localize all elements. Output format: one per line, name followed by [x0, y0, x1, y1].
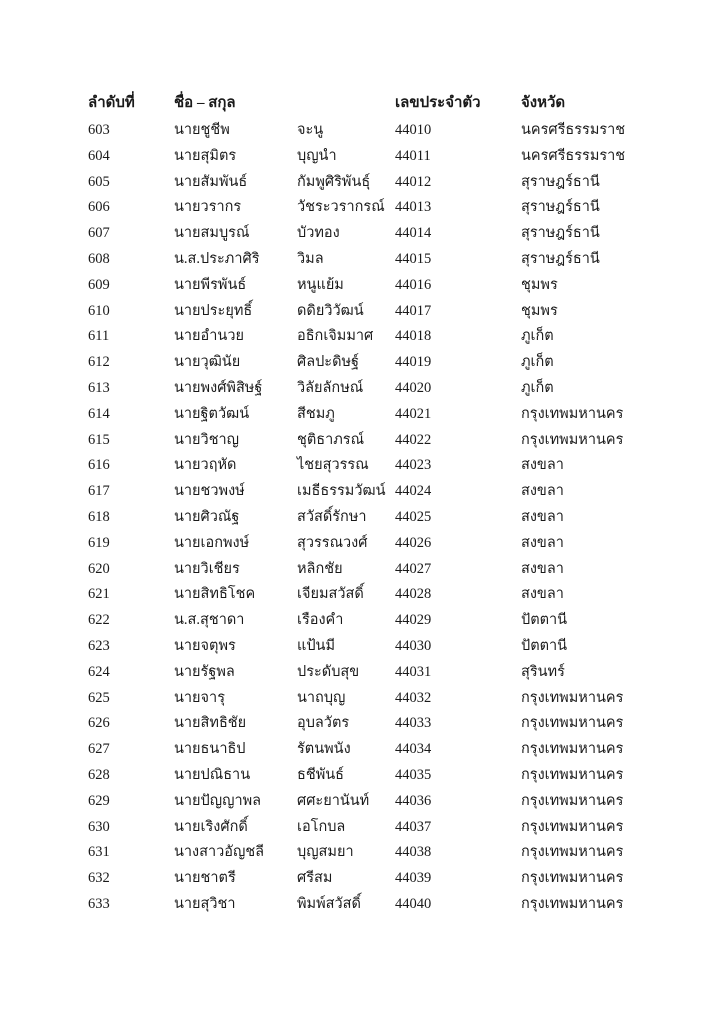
- row-province: สุรินทร์: [521, 663, 565, 680]
- table-row: [0, 172, 724, 198]
- row-seq: 604: [88, 147, 110, 164]
- row-seq: 633: [88, 896, 110, 912]
- row-first-name: นายจารุ: [174, 689, 225, 706]
- table-row: [0, 791, 724, 817]
- table-row: [0, 301, 724, 327]
- row-seq: 630: [88, 818, 110, 835]
- table-row: [0, 481, 724, 507]
- row-id: 44037: [395, 818, 432, 835]
- row-province: สุราษฎร์ธานี: [521, 199, 600, 216]
- row-id: 44035: [395, 767, 432, 783]
- row-first-name: น.ส.ประภาศิริ: [174, 251, 260, 267]
- row-first-name: นางสาวอัญชลี: [174, 844, 265, 861]
- row-province: กรุงเทพมหานคร: [521, 715, 624, 732]
- row-province: กรุงเทพมหานคร: [521, 870, 624, 887]
- row-id: 44025: [395, 509, 432, 525]
- table-row: [0, 584, 724, 610]
- table-row: [0, 249, 724, 275]
- table-row: [0, 533, 724, 559]
- row-last-name: สุวรรณวงศ์: [297, 534, 368, 551]
- row-seq: 615: [88, 431, 110, 448]
- row-last-name: เอโกบล: [297, 818, 346, 835]
- row-seq: 609: [88, 276, 110, 293]
- row-seq: 608: [88, 251, 110, 267]
- row-province: สงขลา: [521, 457, 564, 474]
- row-id: 44028: [395, 586, 432, 603]
- row-province: สงขลา: [521, 483, 564, 500]
- row-seq: 623: [88, 638, 110, 654]
- row-last-name: ศศะยานันท์: [297, 792, 370, 809]
- row-first-name: นายชวพงษ์: [174, 483, 245, 500]
- row-province: กรุงเทพมหานคร: [521, 844, 624, 861]
- row-id: 44011: [395, 147, 431, 164]
- row-province: กรุงเทพมหานคร: [521, 767, 624, 783]
- row-province: กรุงเทพมหานคร: [521, 896, 624, 912]
- row-seq: 603: [88, 122, 110, 138]
- table-row: [0, 146, 724, 172]
- header-id: เลขประจำตัว: [395, 95, 481, 111]
- table-row: [0, 455, 724, 481]
- row-id: 44032: [395, 689, 432, 706]
- table-row: [0, 688, 724, 714]
- table-row: [0, 662, 724, 688]
- row-first-name: นายสัมพันธ์: [174, 173, 248, 190]
- row-province: สงขลา: [521, 509, 564, 525]
- row-first-name: นายสมบูรณ์: [174, 225, 250, 242]
- row-province: สุราษฎร์ธานี: [521, 173, 600, 190]
- table-row: [0, 120, 724, 146]
- row-first-name: นายศิวณัฐ: [174, 509, 240, 525]
- row-seq: 607: [88, 225, 110, 242]
- row-id: 44019: [395, 354, 432, 371]
- row-last-name: บัวทอง: [297, 225, 340, 242]
- row-last-name: บุญสมยา: [297, 844, 354, 861]
- row-first-name: นายชาตรี: [174, 870, 236, 887]
- row-id: 44012: [395, 173, 432, 190]
- row-last-name: เจียมสวัสดิ์: [297, 586, 364, 603]
- row-province: กรุงเทพมหานคร: [521, 818, 624, 835]
- row-id: 44010: [395, 122, 432, 138]
- row-last-name: หลิกชัย: [297, 560, 343, 577]
- row-first-name: นายฐิตวัฒน์: [174, 405, 250, 422]
- row-first-name: นายเอกพงษ์: [174, 534, 250, 551]
- header-province: จังหวัด: [521, 95, 566, 111]
- row-last-name: สีชมภู: [297, 405, 335, 422]
- row-last-name: แป้นมี: [297, 638, 336, 654]
- row-id: 44039: [395, 870, 432, 887]
- row-last-name: กัมพูศิริพันธุ์: [297, 173, 371, 190]
- row-id: 44026: [395, 534, 432, 551]
- row-first-name: นายธนาธิป: [174, 741, 246, 758]
- row-id: 44034: [395, 741, 432, 758]
- row-seq: 606: [88, 199, 110, 216]
- row-id: 44033: [395, 715, 432, 732]
- table-row: [0, 275, 724, 301]
- row-first-name: นายประยุทธิ์: [174, 302, 253, 319]
- row-first-name: นายสุมิตร: [174, 147, 237, 164]
- row-last-name: ประดับสุข: [297, 663, 360, 680]
- row-seq: 629: [88, 792, 110, 809]
- row-province: สงขลา: [521, 586, 564, 603]
- table-header: [0, 93, 724, 119]
- row-id: 44022: [395, 431, 432, 448]
- row-last-name: พิมพ์สวัสดิ์: [297, 896, 361, 912]
- table-row: [0, 352, 724, 378]
- row-first-name: นายปัญญาพล: [174, 792, 262, 809]
- row-last-name: ไชยสุวรรณ: [297, 457, 369, 474]
- row-province: กรุงเทพมหานคร: [521, 689, 624, 706]
- row-last-name: รัตนพนัง: [297, 741, 351, 758]
- table-row: [0, 713, 724, 739]
- row-province: ภูเก็ต: [521, 354, 554, 371]
- row-id: 44016: [395, 276, 432, 293]
- row-seq: 617: [88, 483, 110, 500]
- table-row: [0, 507, 724, 533]
- row-last-name: หนูแย้ม: [297, 276, 344, 293]
- row-id: 44031: [395, 663, 432, 680]
- row-seq: 632: [88, 870, 110, 887]
- row-first-name: นายอำนวย: [174, 328, 244, 345]
- row-last-name: บุญนำ: [297, 147, 337, 164]
- table-row: [0, 636, 724, 662]
- row-last-name: ศิลปะดิษฐ์: [297, 354, 360, 371]
- row-first-name: นายรัฐพล: [174, 663, 235, 680]
- row-seq: 610: [88, 302, 110, 319]
- row-first-name: นายสุวิชา: [174, 896, 236, 912]
- row-province: ภูเก็ต: [521, 380, 554, 396]
- row-id: 44029: [395, 612, 432, 629]
- row-province: ชุมพร: [521, 302, 558, 319]
- row-province: สุราษฎร์ธานี: [521, 251, 600, 267]
- row-seq: 628: [88, 767, 110, 783]
- row-first-name: น.ส.สุชาดา: [174, 612, 245, 629]
- table-row: [0, 610, 724, 636]
- row-province: นครศรีธรรมราช: [521, 122, 626, 138]
- row-first-name: นายพงศ์พิสิษฐ์: [174, 380, 263, 396]
- table-row: [0, 326, 724, 352]
- row-id: 44024: [395, 483, 432, 500]
- row-province: ปัตตานี: [521, 638, 568, 654]
- row-last-name: ศรีสม: [297, 870, 333, 887]
- table-row: [0, 894, 724, 920]
- row-id: 44030: [395, 638, 432, 654]
- row-seq: 611: [88, 328, 110, 345]
- row-last-name: วัชระวรากรณ์: [297, 199, 385, 216]
- row-first-name: นายวิเชียร: [174, 560, 240, 577]
- header-seq: ลำดับที่: [88, 95, 135, 111]
- row-first-name: นายวฤหัด: [174, 457, 237, 474]
- table-row: [0, 739, 724, 765]
- table-row: [0, 842, 724, 868]
- table-row: [0, 430, 724, 456]
- row-id: 44038: [395, 844, 432, 861]
- row-first-name: นายจตุพร: [174, 638, 236, 654]
- row-id: 44021: [395, 405, 432, 422]
- table-row: [0, 817, 724, 843]
- row-first-name: นายวิชาญ: [174, 431, 240, 448]
- row-last-name: จะนู: [297, 122, 324, 138]
- row-id: 44027: [395, 560, 432, 577]
- row-first-name: นายเริงศักดิ์: [174, 818, 248, 835]
- row-id: 44020: [395, 380, 432, 396]
- row-first-name: นายพีรพันธ์: [174, 276, 247, 293]
- table-row: [0, 404, 724, 430]
- row-first-name: นายวรากร: [174, 199, 242, 216]
- row-province: สงขลา: [521, 534, 564, 551]
- row-seq: 624: [88, 663, 110, 680]
- row-seq: 620: [88, 560, 110, 577]
- row-seq: 621: [88, 586, 110, 603]
- row-province: กรุงเทพมหานคร: [521, 792, 624, 809]
- row-last-name: ธชีพันธ์: [297, 767, 345, 783]
- table-row: [0, 559, 724, 585]
- header-name: ชื่อ – สกุล: [174, 95, 236, 111]
- row-province: ภูเก็ต: [521, 328, 554, 345]
- row-last-name: ดดิยวิวัฒน์: [297, 302, 364, 319]
- row-id: 44013: [395, 199, 432, 216]
- row-last-name: อธิกเจิมมาศ: [297, 328, 374, 345]
- row-id: 44036: [395, 792, 432, 809]
- row-seq: 614: [88, 405, 110, 422]
- row-seq: 613: [88, 380, 110, 396]
- row-last-name: ชุติธาภรณ์: [297, 431, 365, 448]
- row-province: ชุมพร: [521, 276, 558, 293]
- row-last-name: สวัสดิ์รักษา: [297, 509, 367, 525]
- row-first-name: นายปณิธาน: [174, 767, 251, 783]
- row-seq: 605: [88, 173, 110, 190]
- table-row: [0, 197, 724, 223]
- row-last-name: นาถบุญ: [297, 689, 346, 706]
- table-row: [0, 223, 724, 249]
- row-first-name: นายสิทธิชัย: [174, 715, 247, 732]
- row-province: สุราษฎร์ธานี: [521, 225, 600, 242]
- row-province: สงขลา: [521, 560, 564, 577]
- row-last-name: วิลัยลักษณ์: [297, 380, 364, 396]
- row-id: 44023: [395, 457, 432, 474]
- row-first-name: นายสิทธิโชค: [174, 586, 256, 603]
- row-last-name: อุบลวัตร: [297, 715, 350, 732]
- row-province: กรุงเทพมหานคร: [521, 741, 624, 758]
- row-province: ปัตตานี: [521, 612, 568, 629]
- table-row: [0, 765, 724, 791]
- row-last-name: วิมล: [297, 251, 324, 267]
- row-id: 44040: [395, 896, 432, 912]
- row-seq: 616: [88, 457, 110, 474]
- row-last-name: เรืองคำ: [297, 612, 344, 629]
- row-seq: 618: [88, 509, 110, 525]
- row-seq: 625: [88, 689, 110, 706]
- row-province: กรุงเทพมหานคร: [521, 405, 624, 422]
- table-row: [0, 868, 724, 894]
- row-seq: 612: [88, 354, 110, 371]
- row-seq: 619: [88, 534, 110, 551]
- row-last-name: เมธีธรรมวัฒน์: [297, 483, 386, 500]
- row-province: นครศรีธรรมราช: [521, 147, 626, 164]
- table-row: [0, 378, 724, 404]
- row-province: กรุงเทพมหานคร: [521, 431, 624, 448]
- row-seq: 631: [88, 844, 110, 861]
- row-seq: 626: [88, 715, 110, 732]
- row-seq: 627: [88, 741, 110, 758]
- row-id: 44018: [395, 328, 432, 345]
- row-id: 44014: [395, 225, 432, 242]
- row-id: 44017: [395, 302, 432, 319]
- row-first-name: นายชูชีพ: [174, 122, 230, 138]
- row-first-name: นายวุฒินัย: [174, 354, 241, 371]
- row-seq: 622: [88, 612, 110, 629]
- row-id: 44015: [395, 251, 432, 267]
